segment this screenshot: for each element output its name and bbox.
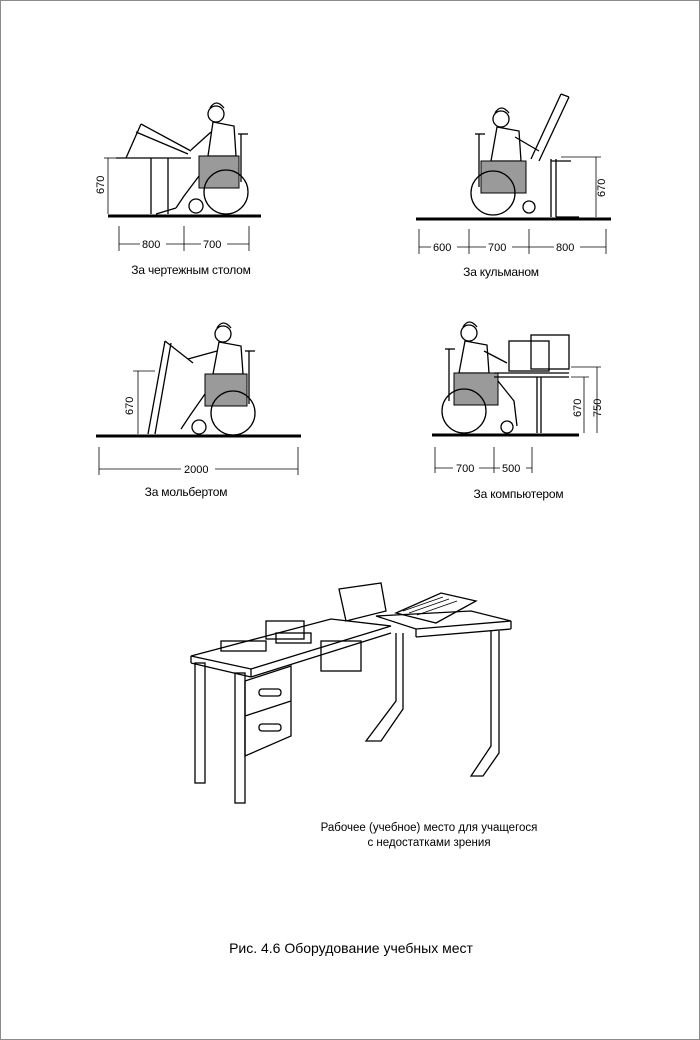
drawing-table-illustration [116,124,191,214]
drafting-machine-illustration [531,94,579,217]
dim-a: 700 [456,463,475,475]
desk-caption-line1: Рабочее (учебное) место для учащегося [320,822,538,834]
wheelchair-user-icon [471,108,539,215]
dim-a: 2000 [184,464,209,476]
scene-computer [429,321,609,481]
scene-caption-easel: За мольбертом [144,485,228,499]
dim-h1: 670 [572,398,584,417]
desk-caption-line2: с недостатками зрения [367,837,491,849]
desk-illustration [181,571,521,821]
scene-caption-drawing-table: За чертежным столом [131,263,251,277]
dim-b: 700 [203,239,222,251]
scene-drafting-machine [411,89,611,259]
wheelchair-user-icon [181,323,255,435]
dim-a: 800 [142,239,161,251]
dim-height: 670 [95,175,107,194]
dim-height: 670 [596,178,608,197]
dim-a: 600 [433,242,452,254]
scene-easel [93,319,303,479]
scene-caption-computer: За компьютером [473,487,564,501]
dim-height: 670 [124,396,136,415]
dim-c: 800 [556,242,575,254]
figure-caption: Рис. 4.6 Оборудование учебных мест [229,940,473,956]
dim-h2: 750 [592,398,604,417]
dim-b: 700 [488,242,507,254]
computer-desk-illustration [494,335,569,433]
scene-drawing-table [96,96,276,256]
dim-b: 500 [502,463,521,475]
scene-caption-drafting-machine: За кульманом [463,265,539,279]
desk-drawing [191,583,511,803]
desk-caption [299,821,559,851]
